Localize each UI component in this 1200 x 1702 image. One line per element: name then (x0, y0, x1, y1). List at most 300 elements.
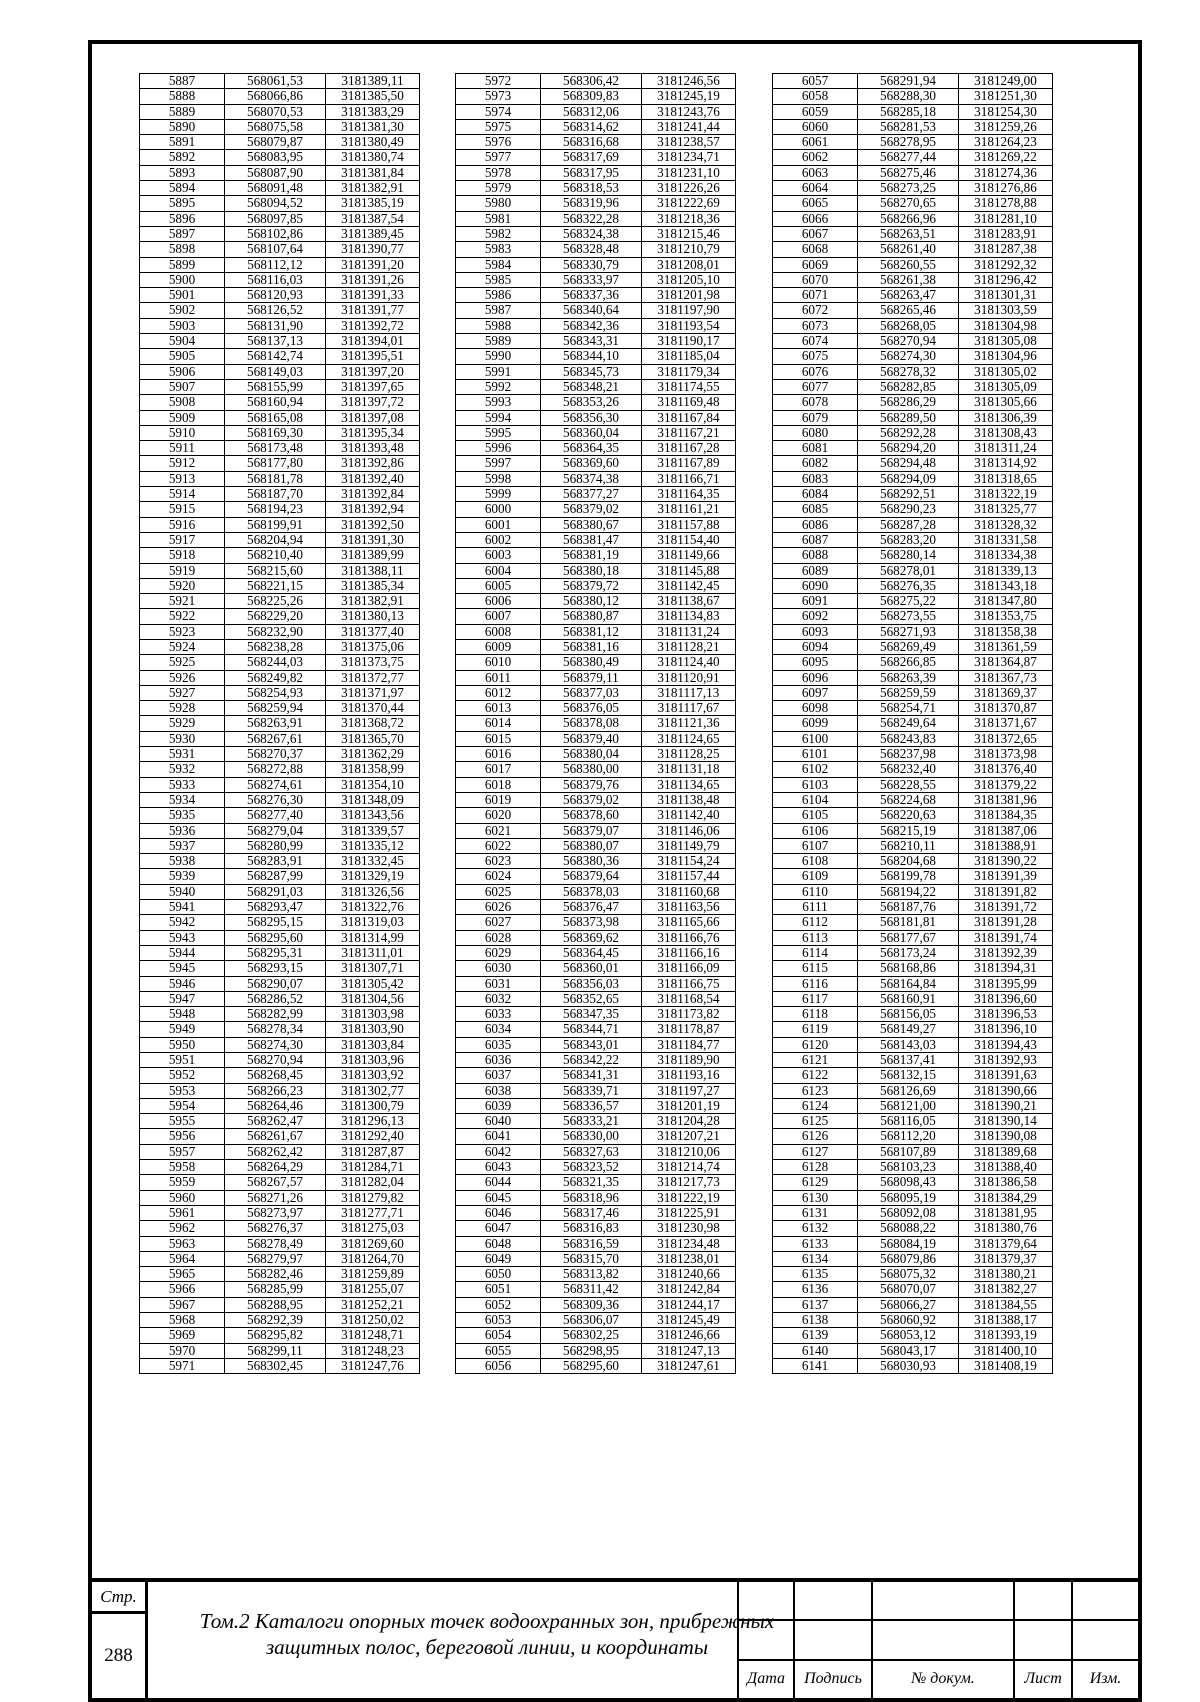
x-coordinate-cell: 568291,94 (858, 74, 959, 89)
x-coordinate-cell: 568317,46 (541, 1205, 642, 1220)
point-number-cell: 6080 (773, 425, 858, 440)
table-row (456, 1022, 736, 1037)
x-coordinate-cell: 568165,08 (225, 410, 326, 425)
point-number-cell: 6083 (773, 471, 858, 486)
y-coordinate-cell: 3181304,98 (959, 318, 1053, 333)
x-coordinate-cell: 568087,90 (225, 165, 326, 180)
point-number-cell: 5967 (140, 1297, 225, 1312)
table-row (456, 456, 736, 471)
x-coordinate-cell: 568132,15 (858, 1068, 959, 1083)
x-coordinate-cell: 568070,07 (858, 1282, 959, 1297)
point-number-cell: 6123 (773, 1083, 858, 1098)
y-coordinate-cell: 3181284,71 (326, 1160, 420, 1175)
y-coordinate-cell: 3181388,11 (326, 563, 420, 578)
point-number-cell: 6134 (773, 1251, 858, 1266)
x-coordinate-cell: 568273,55 (858, 609, 959, 624)
table-row (456, 517, 736, 532)
x-coordinate-cell: 568287,28 (858, 517, 959, 532)
table-row (140, 1343, 420, 1358)
y-coordinate-cell: 3181370,87 (959, 701, 1053, 716)
x-coordinate-cell: 568378,03 (541, 884, 642, 899)
point-number-cell: 6103 (773, 777, 858, 792)
point-number-cell: 6113 (773, 930, 858, 945)
table-row (456, 471, 736, 486)
point-number-cell: 6007 (456, 609, 541, 624)
table-row (456, 532, 736, 547)
table-row (140, 1358, 420, 1373)
point-number-cell: 5909 (140, 410, 225, 425)
table-row (140, 456, 420, 471)
x-coordinate-cell: 568066,86 (225, 89, 326, 104)
x-coordinate-cell: 568273,97 (225, 1205, 326, 1220)
page-frame (88, 40, 1142, 1702)
table-row (140, 639, 420, 654)
table-row (140, 1007, 420, 1022)
table-row (456, 502, 736, 517)
y-coordinate-cell: 3181319,03 (326, 915, 420, 930)
y-coordinate-cell: 3181304,96 (959, 349, 1053, 364)
x-coordinate-cell: 568291,03 (225, 884, 326, 899)
y-coordinate-cell: 3181215,46 (642, 226, 736, 241)
y-coordinate-cell: 3181393,48 (326, 441, 420, 456)
x-coordinate-cell: 568282,85 (858, 379, 959, 394)
y-coordinate-cell: 3181379,22 (959, 777, 1053, 792)
x-coordinate-cell: 568088,22 (858, 1221, 959, 1236)
y-coordinate-cell: 3181386,58 (959, 1175, 1053, 1190)
y-coordinate-cell: 3181303,98 (326, 1007, 420, 1022)
y-coordinate-cell: 3181149,79 (642, 838, 736, 853)
x-coordinate-cell: 568263,47 (858, 288, 959, 303)
table-row (140, 1114, 420, 1129)
table-row (456, 1068, 736, 1083)
y-coordinate-cell: 3181396,53 (959, 1007, 1053, 1022)
point-number-cell: 5981 (456, 211, 541, 226)
y-coordinate-cell: 3181334,38 (959, 548, 1053, 563)
table-row (456, 655, 736, 670)
y-coordinate-cell: 3181287,87 (326, 1144, 420, 1159)
point-number-cell: 6032 (456, 991, 541, 1006)
y-coordinate-cell: 3181328,32 (959, 517, 1053, 532)
y-coordinate-cell: 3181325,77 (959, 502, 1053, 517)
y-coordinate-cell: 3181391,30 (326, 532, 420, 547)
y-coordinate-cell: 3181391,82 (959, 884, 1053, 899)
point-number-cell: 6060 (773, 119, 858, 134)
y-coordinate-cell: 3181117,67 (642, 701, 736, 716)
point-number-cell: 5902 (140, 303, 225, 318)
point-number-cell: 5889 (140, 104, 225, 119)
x-coordinate-cell: 568380,12 (541, 594, 642, 609)
y-coordinate-cell: 3181322,19 (959, 487, 1053, 502)
table-row (140, 762, 420, 777)
point-number-cell: 5891 (140, 135, 225, 150)
x-coordinate-cell: 568282,46 (225, 1267, 326, 1282)
point-number-cell: 6130 (773, 1190, 858, 1205)
table-row (773, 1328, 1053, 1343)
x-coordinate-cell: 568316,59 (541, 1236, 642, 1251)
y-coordinate-cell: 3181389,99 (326, 548, 420, 563)
table-row (456, 1251, 736, 1266)
y-coordinate-cell: 3181318,65 (959, 471, 1053, 486)
point-number-cell: 6025 (456, 884, 541, 899)
x-coordinate-cell: 568356,30 (541, 410, 642, 425)
y-coordinate-cell: 3181281,10 (959, 211, 1053, 226)
x-coordinate-cell: 568228,55 (858, 777, 959, 792)
point-number-cell: 6009 (456, 639, 541, 654)
y-coordinate-cell: 3181255,07 (326, 1282, 420, 1297)
y-coordinate-cell: 3181389,45 (326, 226, 420, 241)
point-number-cell: 5937 (140, 838, 225, 853)
point-number-cell: 6109 (773, 869, 858, 884)
point-number-cell: 6106 (773, 823, 858, 838)
point-number-cell: 5963 (140, 1236, 225, 1251)
table-row (140, 150, 420, 165)
x-coordinate-cell: 568318,96 (541, 1190, 642, 1205)
x-coordinate-cell: 568264,29 (225, 1160, 326, 1175)
table-row (773, 1037, 1053, 1052)
y-coordinate-cell: 3181384,35 (959, 808, 1053, 823)
x-coordinate-cell: 568294,48 (858, 456, 959, 471)
point-number-cell: 6064 (773, 181, 858, 196)
table-row (140, 624, 420, 639)
point-number-cell: 6005 (456, 578, 541, 593)
point-number-cell: 6131 (773, 1205, 858, 1220)
x-coordinate-cell: 568266,85 (858, 655, 959, 670)
table-row (773, 701, 1053, 716)
point-number-cell: 6054 (456, 1328, 541, 1343)
x-coordinate-cell: 568378,60 (541, 808, 642, 823)
y-coordinate-cell: 3181311,01 (326, 945, 420, 960)
y-coordinate-cell: 3181231,10 (642, 165, 736, 180)
page-number-box (92, 1582, 148, 1698)
x-coordinate-cell: 568374,38 (541, 471, 642, 486)
x-coordinate-cell: 568295,60 (541, 1358, 642, 1373)
y-coordinate-cell: 3181365,70 (326, 731, 420, 746)
y-coordinate-cell: 3181210,06 (642, 1144, 736, 1159)
point-number-cell: 6066 (773, 211, 858, 226)
table-row (140, 823, 420, 838)
y-coordinate-cell: 3181154,40 (642, 532, 736, 547)
x-coordinate-cell: 568126,52 (225, 303, 326, 318)
table-row (773, 548, 1053, 563)
x-coordinate-cell: 568369,62 (541, 930, 642, 945)
x-coordinate-cell: 568261,40 (858, 242, 959, 257)
x-coordinate-cell: 568379,11 (541, 670, 642, 685)
point-number-cell: 5940 (140, 884, 225, 899)
x-coordinate-cell: 568319,96 (541, 196, 642, 211)
y-coordinate-cell: 3181322,76 (326, 900, 420, 915)
y-coordinate-cell: 3181204,28 (642, 1114, 736, 1129)
table-row (456, 135, 736, 150)
x-coordinate-cell: 568263,39 (858, 670, 959, 685)
point-number-cell: 6092 (773, 609, 858, 624)
table-row (140, 1236, 420, 1251)
y-coordinate-cell: 3181381,30 (326, 119, 420, 134)
y-coordinate-cell: 3181308,43 (959, 425, 1053, 440)
table-row (456, 701, 736, 716)
y-coordinate-cell: 3181385,19 (326, 196, 420, 211)
table-row (773, 747, 1053, 762)
point-number-cell: 6121 (773, 1053, 858, 1068)
x-coordinate-cell: 568328,48 (541, 242, 642, 257)
table-row (140, 379, 420, 394)
point-number-cell: 6016 (456, 747, 541, 762)
point-number-cell: 6086 (773, 517, 858, 532)
y-coordinate-cell: 3181373,75 (326, 655, 420, 670)
title-block (92, 1578, 1138, 1698)
x-coordinate-cell: 568263,91 (225, 716, 326, 731)
table-row (773, 900, 1053, 915)
y-coordinate-cell: 3181369,37 (959, 685, 1053, 700)
y-coordinate-cell: 3181167,28 (642, 441, 736, 456)
point-number-cell: 6034 (456, 1022, 541, 1037)
x-coordinate-cell: 568292,28 (858, 425, 959, 440)
table-row (140, 334, 420, 349)
table-row (456, 288, 736, 303)
y-coordinate-cell: 3181121,36 (642, 716, 736, 731)
table-row (773, 1190, 1053, 1205)
table-row (456, 1221, 736, 1236)
x-coordinate-cell: 568112,12 (225, 257, 326, 272)
table-row (773, 410, 1053, 425)
point-number-cell: 6074 (773, 334, 858, 349)
x-coordinate-cell: 568066,27 (858, 1297, 959, 1312)
point-number-cell: 6139 (773, 1328, 858, 1343)
point-number-cell: 6125 (773, 1114, 858, 1129)
table-row (140, 1267, 420, 1282)
table-row (773, 1068, 1053, 1083)
point-number-cell: 6047 (456, 1221, 541, 1236)
x-coordinate-cell: 568210,11 (858, 838, 959, 853)
point-number-cell: 5978 (456, 165, 541, 180)
point-number-cell: 6114 (773, 945, 858, 960)
x-coordinate-cell: 568379,72 (541, 578, 642, 593)
table-row (140, 441, 420, 456)
x-coordinate-cell: 568155,99 (225, 379, 326, 394)
table-row (140, 884, 420, 899)
y-coordinate-cell: 3181388,17 (959, 1313, 1053, 1328)
point-number-cell: 6073 (773, 318, 858, 333)
y-coordinate-cell: 3181389,68 (959, 1144, 1053, 1159)
x-coordinate-cell: 568143,03 (858, 1037, 959, 1052)
y-coordinate-cell: 3181339,57 (326, 823, 420, 838)
point-number-cell: 5906 (140, 364, 225, 379)
x-coordinate-cell: 568280,14 (858, 548, 959, 563)
x-coordinate-cell: 568381,16 (541, 639, 642, 654)
x-coordinate-cell: 568210,40 (225, 548, 326, 563)
table-row (773, 792, 1053, 807)
point-number-cell: 5899 (140, 257, 225, 272)
x-coordinate-cell: 568287,99 (225, 869, 326, 884)
y-coordinate-cell: 3181138,67 (642, 594, 736, 609)
y-coordinate-cell: 3181244,17 (642, 1297, 736, 1312)
x-coordinate-cell: 568204,68 (858, 854, 959, 869)
table-row (140, 395, 420, 410)
table-row (140, 945, 420, 960)
x-coordinate-cell: 568261,67 (225, 1129, 326, 1144)
x-coordinate-cell: 568120,93 (225, 288, 326, 303)
x-coordinate-cell: 568360,01 (541, 961, 642, 976)
table-row (773, 1297, 1053, 1312)
table-row (140, 731, 420, 746)
point-number-cell: 5958 (140, 1160, 225, 1175)
table-row (773, 487, 1053, 502)
y-coordinate-cell: 3181331,58 (959, 532, 1053, 547)
x-coordinate-cell: 568271,93 (858, 624, 959, 639)
x-coordinate-cell: 568084,19 (858, 1236, 959, 1251)
table-row (773, 150, 1053, 165)
point-number-cell: 5932 (140, 762, 225, 777)
table-row (456, 349, 736, 364)
x-coordinate-cell: 568347,35 (541, 1007, 642, 1022)
x-coordinate-cell: 568295,82 (225, 1328, 326, 1343)
point-number-cell: 5887 (140, 74, 225, 89)
x-coordinate-cell: 568340,64 (541, 303, 642, 318)
table-row (140, 594, 420, 609)
point-number-cell: 6049 (456, 1251, 541, 1266)
point-number-cell: 6119 (773, 1022, 858, 1037)
x-coordinate-cell: 568322,28 (541, 211, 642, 226)
x-coordinate-cell: 568260,55 (858, 257, 959, 272)
y-coordinate-cell: 3181247,76 (326, 1358, 420, 1373)
point-number-cell: 5907 (140, 379, 225, 394)
y-coordinate-cell: 3181335,12 (326, 838, 420, 853)
y-coordinate-cell: 3181234,48 (642, 1236, 736, 1251)
x-coordinate-cell: 568173,24 (858, 945, 959, 960)
coordinates-table-1 (139, 73, 420, 1374)
table-row (456, 747, 736, 762)
point-number-cell: 6053 (456, 1313, 541, 1328)
point-number-cell: 6013 (456, 701, 541, 716)
x-coordinate-cell: 568312,06 (541, 104, 642, 119)
x-coordinate-cell: 568309,36 (541, 1297, 642, 1312)
y-coordinate-cell: 3181307,71 (326, 961, 420, 976)
x-coordinate-cell: 568379,76 (541, 777, 642, 792)
y-coordinate-cell: 3181368,72 (326, 716, 420, 731)
table-row (456, 808, 736, 823)
table-row (140, 838, 420, 853)
x-coordinate-cell: 568377,27 (541, 487, 642, 502)
point-number-cell: 5950 (140, 1037, 225, 1052)
y-coordinate-cell: 3181201,19 (642, 1098, 736, 1113)
x-coordinate-cell: 568194,22 (858, 884, 959, 899)
y-coordinate-cell: 3181305,02 (959, 364, 1053, 379)
x-coordinate-cell: 568270,94 (225, 1053, 326, 1068)
y-coordinate-cell: 3181391,39 (959, 869, 1053, 884)
table-row (140, 655, 420, 670)
y-coordinate-cell: 3181251,30 (959, 89, 1053, 104)
table-row (773, 1313, 1053, 1328)
table-row (456, 823, 736, 838)
y-coordinate-cell: 3181384,29 (959, 1190, 1053, 1205)
point-number-cell: 5962 (140, 1221, 225, 1236)
table-row (456, 150, 736, 165)
table-row (140, 364, 420, 379)
x-coordinate-cell: 568249,82 (225, 670, 326, 685)
point-number-cell: 6011 (456, 670, 541, 685)
point-number-cell: 5983 (456, 242, 541, 257)
table-row (773, 1022, 1053, 1037)
x-coordinate-cell: 568282,99 (225, 1007, 326, 1022)
point-number-cell: 5990 (456, 349, 541, 364)
x-coordinate-cell: 568043,17 (858, 1343, 959, 1358)
y-coordinate-cell: 3181167,21 (642, 425, 736, 440)
x-coordinate-cell: 568232,40 (858, 762, 959, 777)
x-coordinate-cell: 568379,02 (541, 792, 642, 807)
y-coordinate-cell: 3181128,25 (642, 747, 736, 762)
table-row (456, 777, 736, 792)
y-coordinate-cell: 3181245,49 (642, 1313, 736, 1328)
x-coordinate-cell: 568261,38 (858, 272, 959, 287)
point-number-cell: 6117 (773, 991, 858, 1006)
point-number-cell: 6043 (456, 1160, 541, 1175)
x-coordinate-cell: 568272,88 (225, 762, 326, 777)
y-coordinate-cell: 3181184,77 (642, 1037, 736, 1052)
x-coordinate-cell: 568275,22 (858, 594, 959, 609)
x-coordinate-cell: 568343,01 (541, 1037, 642, 1052)
y-coordinate-cell: 3181372,77 (326, 670, 420, 685)
table-row (773, 1267, 1053, 1282)
x-coordinate-cell: 568337,36 (541, 288, 642, 303)
x-coordinate-cell: 568316,68 (541, 135, 642, 150)
x-coordinate-cell: 568194,23 (225, 502, 326, 517)
point-number-cell: 6006 (456, 594, 541, 609)
table-row (456, 410, 736, 425)
y-coordinate-cell: 3181392,86 (326, 456, 420, 471)
y-coordinate-cell: 3181343,18 (959, 578, 1053, 593)
y-coordinate-cell: 3181304,56 (326, 991, 420, 1006)
table-row (140, 410, 420, 425)
y-coordinate-cell: 3181193,54 (642, 318, 736, 333)
y-coordinate-cell: 3181247,13 (642, 1343, 736, 1358)
table-row (140, 196, 420, 211)
x-coordinate-cell: 568149,27 (858, 1022, 959, 1037)
x-coordinate-cell: 568380,18 (541, 563, 642, 578)
x-coordinate-cell: 568276,37 (225, 1221, 326, 1236)
x-coordinate-cell: 568381,12 (541, 624, 642, 639)
table-row (773, 563, 1053, 578)
y-coordinate-cell: 3181246,66 (642, 1328, 736, 1343)
x-coordinate-cell: 568364,35 (541, 441, 642, 456)
point-number-cell: 5959 (140, 1175, 225, 1190)
table-row (140, 471, 420, 486)
point-number-cell: 5947 (140, 991, 225, 1006)
x-coordinate-cell: 568278,49 (225, 1236, 326, 1251)
table-row (773, 1114, 1053, 1129)
y-coordinate-cell: 3181134,65 (642, 777, 736, 792)
point-number-cell: 5955 (140, 1114, 225, 1129)
point-number-cell: 6122 (773, 1068, 858, 1083)
point-number-cell: 5912 (140, 456, 225, 471)
x-coordinate-cell: 568380,00 (541, 762, 642, 777)
point-number-cell: 6062 (773, 150, 858, 165)
table-row (773, 915, 1053, 930)
point-number-cell: 5931 (140, 747, 225, 762)
table-row (773, 670, 1053, 685)
x-coordinate-cell: 568317,95 (541, 165, 642, 180)
x-coordinate-cell: 568311,42 (541, 1282, 642, 1297)
point-number-cell: 6024 (456, 869, 541, 884)
x-coordinate-cell: 568279,97 (225, 1251, 326, 1266)
table-row (456, 670, 736, 685)
point-number-cell: 5901 (140, 288, 225, 303)
point-number-cell: 6095 (773, 655, 858, 670)
table-row (773, 884, 1053, 899)
x-coordinate-cell: 568237,98 (858, 747, 959, 762)
y-coordinate-cell: 3181146,06 (642, 823, 736, 838)
x-coordinate-cell: 568249,64 (858, 716, 959, 731)
y-coordinate-cell: 3181390,14 (959, 1114, 1053, 1129)
point-number-cell: 6046 (456, 1205, 541, 1220)
